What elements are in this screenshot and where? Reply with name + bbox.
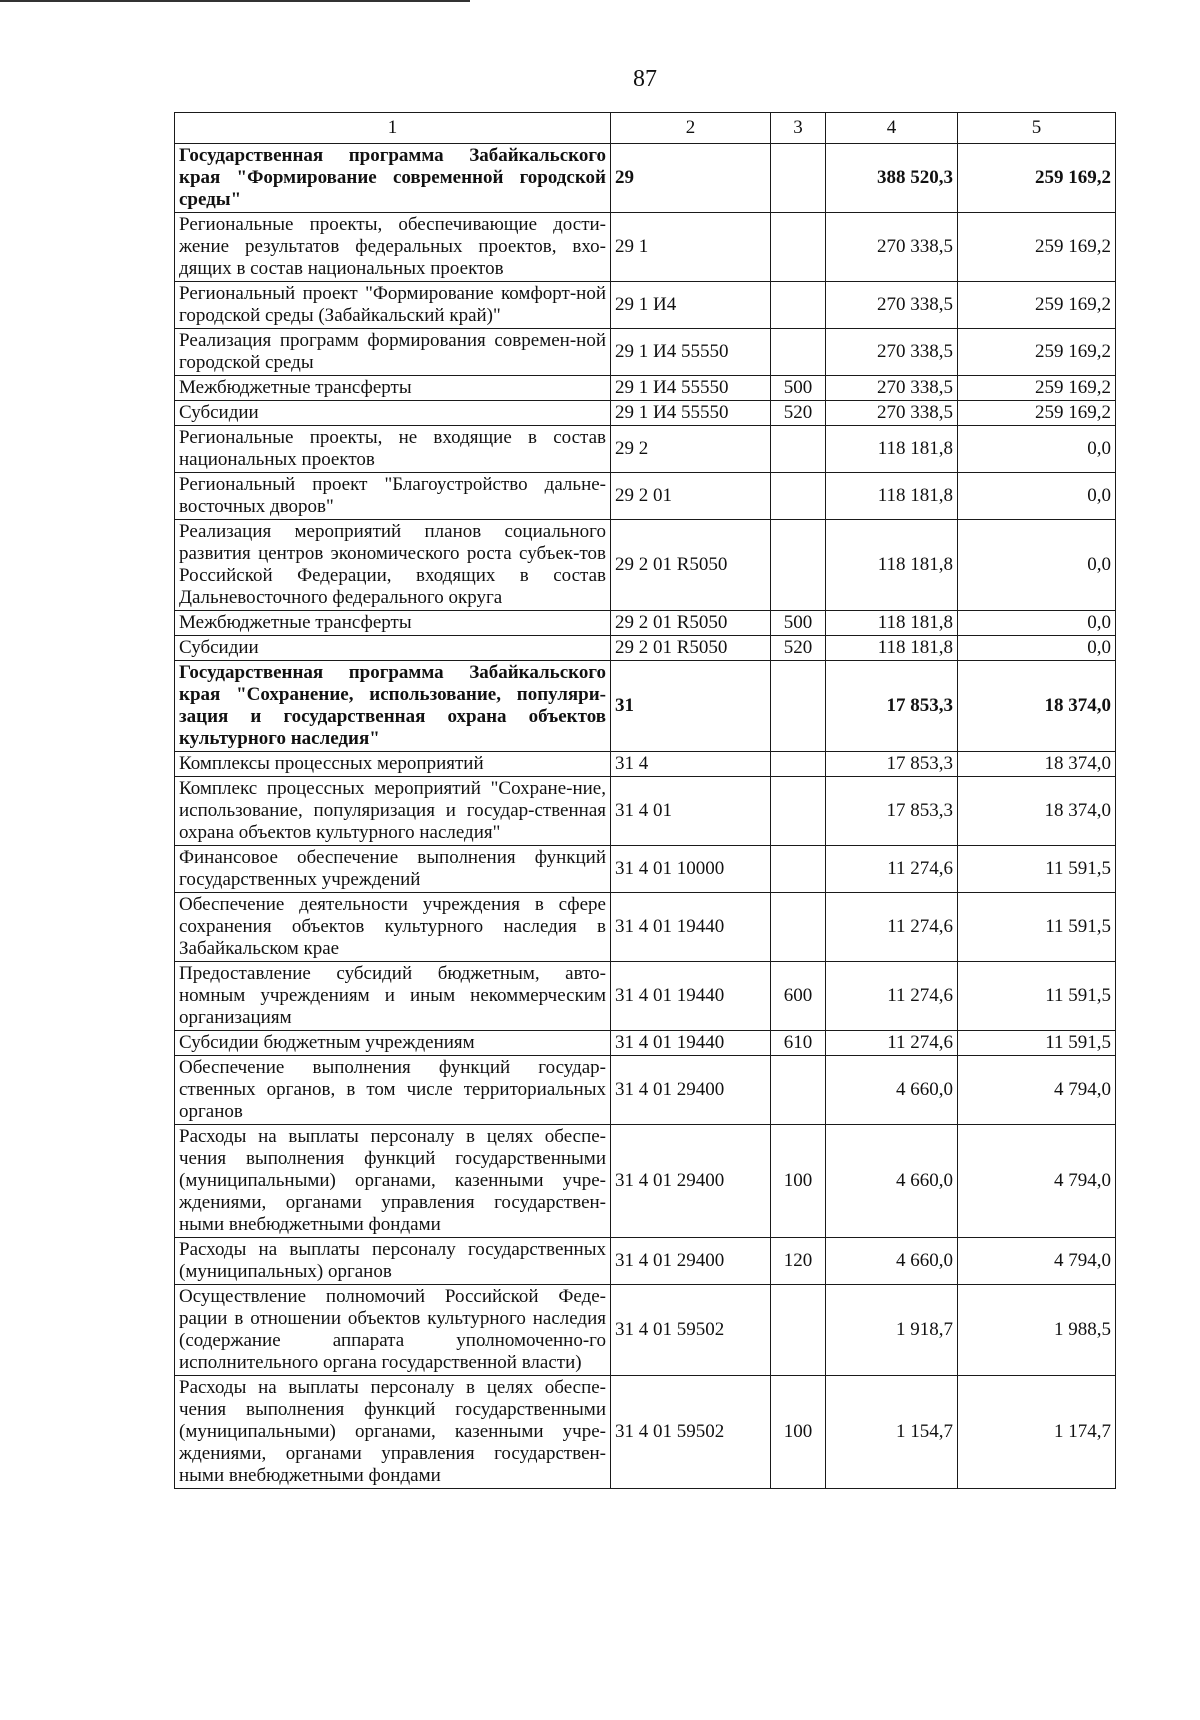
page-number: 87 — [633, 66, 657, 92]
row-type-cell — [771, 1056, 826, 1125]
row-type-cell — [771, 282, 826, 329]
row-amount-col5-cell: 11 591,5 — [958, 893, 1116, 962]
row-amount-col4-cell: 118 181,8 — [826, 473, 958, 520]
row-type-cell — [771, 144, 826, 213]
row-code-cell: 31 4 01 29400 — [611, 1056, 771, 1125]
row-code-cell: 31 4 01 29400 — [611, 1125, 771, 1238]
table-row — [175, 473, 1116, 520]
row-name-cell: Расходы на выплаты персоналу в целях обеспе-чения выполнения функций государственными (муниципальными) органами, казенными учре-ждениями, органами управления государствен-ными внебюджетными фондами — [175, 1376, 611, 1489]
row-name-cell: Региональный проект "Благоустройство дальне-восточных дворов" — [175, 473, 611, 520]
row-type-cell: 500 — [771, 376, 826, 401]
row-code-cell: 31 4 01 19440 — [611, 893, 771, 962]
row-amount-col5-cell: 4 794,0 — [958, 1238, 1116, 1285]
table-row — [175, 752, 1116, 777]
row-amount-col5-cell: 259 169,2 — [958, 401, 1116, 426]
row-amount-col5-cell: 259 169,2 — [958, 329, 1116, 376]
row-code-cell: 31 4 01 29400 — [611, 1238, 771, 1285]
row-code-cell: 31 4 — [611, 752, 771, 777]
row-name-cell: Межбюджетные трансферты — [175, 611, 611, 636]
row-amount-col5-cell: 18 374,0 — [958, 752, 1116, 777]
header-col-4: 4 — [826, 113, 958, 144]
table-row — [175, 401, 1116, 426]
row-amount-col5-cell: 259 169,2 — [958, 144, 1116, 213]
table-row — [175, 376, 1116, 401]
row-code-cell: 31 4 01 — [611, 777, 771, 846]
row-amount-col4-cell: 4 660,0 — [826, 1056, 958, 1125]
table-row — [175, 1285, 1116, 1376]
row-amount-col4-cell: 17 853,3 — [826, 661, 958, 752]
row-amount-col4-cell: 388 520,3 — [826, 144, 958, 213]
row-amount-col4-cell: 118 181,8 — [826, 520, 958, 611]
table-row — [175, 144, 1116, 213]
row-amount-col4-cell: 270 338,5 — [826, 282, 958, 329]
row-code-cell: 29 1 — [611, 213, 771, 282]
table-row — [175, 1376, 1116, 1489]
table-row — [175, 1056, 1116, 1125]
row-type-cell: 100 — [771, 1376, 826, 1489]
row-amount-col5-cell: 18 374,0 — [958, 777, 1116, 846]
table-row — [175, 661, 1116, 752]
row-name-cell: Финансовое обеспечение выполнения функций государственных учреждений — [175, 846, 611, 893]
row-code-cell: 29 2 01 — [611, 473, 771, 520]
row-amount-col5-cell: 11 591,5 — [958, 962, 1116, 1031]
row-amount-col4-cell: 11 274,6 — [826, 962, 958, 1031]
row-type-cell — [771, 1285, 826, 1376]
row-code-cell: 29 1 И4 55550 — [611, 376, 771, 401]
row-amount-col5-cell: 259 169,2 — [958, 376, 1116, 401]
row-type-cell: 100 — [771, 1125, 826, 1238]
row-amount-col4-cell: 11 274,6 — [826, 846, 958, 893]
row-amount-col5-cell: 0,0 — [958, 611, 1116, 636]
row-type-cell — [771, 329, 826, 376]
header-col-1: 1 — [175, 113, 611, 144]
table-row — [175, 426, 1116, 473]
row-amount-col4-cell: 4 660,0 — [826, 1125, 958, 1238]
row-code-cell: 31 4 01 19440 — [611, 1031, 771, 1056]
table-row — [175, 777, 1116, 846]
table-body — [175, 144, 1116, 1489]
table-row — [175, 282, 1116, 329]
row-amount-col4-cell: 270 338,5 — [826, 401, 958, 426]
row-amount-col4-cell: 118 181,8 — [826, 426, 958, 473]
row-code-cell: 31 4 01 59502 — [611, 1376, 771, 1489]
row-code-cell: 29 2 01 R5050 — [611, 636, 771, 661]
row-code-cell: 29 2 — [611, 426, 771, 473]
header-col-3: 3 — [771, 113, 826, 144]
row-code-cell: 29 — [611, 144, 771, 213]
row-name-cell: Реализация программ формирования современ-ной городской среды — [175, 329, 611, 376]
row-amount-col4-cell: 1 918,7 — [826, 1285, 958, 1376]
row-code-cell: 29 1 И4 55550 — [611, 329, 771, 376]
row-type-cell: 600 — [771, 962, 826, 1031]
row-amount-col4-cell: 4 660,0 — [826, 1238, 958, 1285]
row-name-cell: Осуществление полномочий Российской Феде-рации в отношении объектов культурного наследия (содержание аппарата уполномоченно-го исполнительного органа государственной власти) — [175, 1285, 611, 1376]
row-name-cell: Предоставление субсидий бюджетным, авто-номным учреждениям и иным некоммерческим организациям — [175, 962, 611, 1031]
table-row — [175, 1238, 1116, 1285]
row-amount-col4-cell: 270 338,5 — [826, 376, 958, 401]
row-amount-col5-cell: 1 988,5 — [958, 1285, 1116, 1376]
row-amount-col4-cell: 17 853,3 — [826, 752, 958, 777]
row-amount-col4-cell: 118 181,8 — [826, 611, 958, 636]
row-name-cell: Реализация мероприятий планов социального развития центров экономического роста субъек-тов Российской Федерации, входящих в состав Дальневосточного федерального округа — [175, 520, 611, 611]
row-amount-col5-cell: 259 169,2 — [958, 213, 1116, 282]
row-name-cell: Региональные проекты, не входящие в состав национальных проектов — [175, 426, 611, 473]
row-type-cell — [771, 520, 826, 611]
table-row — [175, 329, 1116, 376]
row-amount-col5-cell: 259 169,2 — [958, 282, 1116, 329]
table-row — [175, 611, 1116, 636]
table-row — [175, 962, 1116, 1031]
row-amount-col5-cell: 11 591,5 — [958, 846, 1116, 893]
table-row — [175, 893, 1116, 962]
row-code-cell: 29 2 01 R5050 — [611, 520, 771, 611]
table-row — [175, 1031, 1116, 1056]
table-header-row — [175, 113, 1116, 144]
row-type-cell — [771, 777, 826, 846]
table-row — [175, 1125, 1116, 1238]
table-row — [175, 213, 1116, 282]
row-name-cell: Обеспечение выполнения функций государ-ственных органов, в том числе территориальных органов — [175, 1056, 611, 1125]
row-type-cell: 500 — [771, 611, 826, 636]
row-code-cell: 31 4 01 10000 — [611, 846, 771, 893]
row-type-cell: 120 — [771, 1238, 826, 1285]
row-type-cell: 520 — [771, 636, 826, 661]
row-amount-col5-cell: 0,0 — [958, 520, 1116, 611]
row-name-cell: Межбюджетные трансферты — [175, 376, 611, 401]
row-code-cell: 29 2 01 R5050 — [611, 611, 771, 636]
header-col-5: 5 — [958, 113, 1116, 144]
row-type-cell — [771, 752, 826, 777]
row-type-cell — [771, 213, 826, 282]
row-amount-col4-cell: 11 274,6 — [826, 893, 958, 962]
row-code-cell: 29 1 И4 — [611, 282, 771, 329]
row-type-cell — [771, 473, 826, 520]
budget-table — [174, 112, 1116, 1489]
row-type-cell — [771, 893, 826, 962]
row-name-cell: Субсидии — [175, 636, 611, 661]
row-name-cell: Комплекс процессных мероприятий "Сохране-ние, использование, популяризация и государ-ственная охрана объектов культурного наследия" — [175, 777, 611, 846]
row-amount-col4-cell: 11 274,6 — [826, 1031, 958, 1056]
table-row — [175, 520, 1116, 611]
row-name-cell: Расходы на выплаты персоналу в целях обеспе-чения выполнения функций государственными (муниципальными) органами, казенными учре-ждениями, органами управления государствен-ными внебюджетными фондами — [175, 1125, 611, 1238]
row-amount-col4-cell: 118 181,8 — [826, 636, 958, 661]
header-col-2: 2 — [611, 113, 771, 144]
row-amount-col5-cell: 11 591,5 — [958, 1031, 1116, 1056]
row-amount-col5-cell: 18 374,0 — [958, 661, 1116, 752]
row-amount-col5-cell: 1 174,7 — [958, 1376, 1116, 1489]
row-name-cell: Комплексы процессных мероприятий — [175, 752, 611, 777]
row-amount-col4-cell: 270 338,5 — [826, 213, 958, 282]
table-row — [175, 846, 1116, 893]
row-name-cell: Региональные проекты, обеспечивающие дости-жение результатов федеральных проектов, вхо-дящих в состав национальных проектов — [175, 213, 611, 282]
row-code-cell: 31 4 01 19440 — [611, 962, 771, 1031]
top-edge-line — [0, 0, 470, 2]
row-name-cell: Обеспечение деятельности учреждения в сфере сохранения объектов культурного наследия в Забайкальском крае — [175, 893, 611, 962]
row-name-cell: Субсидии — [175, 401, 611, 426]
row-name-cell: Субсидии бюджетным учреждениям — [175, 1031, 611, 1056]
row-code-cell: 29 1 И4 55550 — [611, 401, 771, 426]
row-amount-col4-cell: 17 853,3 — [826, 777, 958, 846]
row-name-cell: Региональный проект "Формирование комфорт-ной городской среды (Забайкальский край)" — [175, 282, 611, 329]
row-code-cell: 31 — [611, 661, 771, 752]
row-name-cell: Расходы на выплаты персоналу государственных (муниципальных) органов — [175, 1238, 611, 1285]
row-type-cell — [771, 846, 826, 893]
row-amount-col5-cell: 0,0 — [958, 426, 1116, 473]
row-amount-col4-cell: 1 154,7 — [826, 1376, 958, 1489]
row-type-cell — [771, 661, 826, 752]
row-amount-col5-cell: 0,0 — [958, 473, 1116, 520]
row-amount-col4-cell: 270 338,5 — [826, 329, 958, 376]
row-type-cell: 520 — [771, 401, 826, 426]
row-type-cell: 610 — [771, 1031, 826, 1056]
row-amount-col5-cell: 4 794,0 — [958, 1125, 1116, 1238]
row-name-cell: Государственная программа Забайкальского края "Формирование современной городской среды" — [175, 144, 611, 213]
row-amount-col5-cell: 4 794,0 — [958, 1056, 1116, 1125]
row-amount-col5-cell: 0,0 — [958, 636, 1116, 661]
row-type-cell — [771, 426, 826, 473]
table-row — [175, 636, 1116, 661]
row-name-cell: Государственная программа Забайкальского края "Сохранение, использование, популяри-зация и государственная охрана объектов культурного наследия" — [175, 661, 611, 752]
row-code-cell: 31 4 01 59502 — [611, 1285, 771, 1376]
